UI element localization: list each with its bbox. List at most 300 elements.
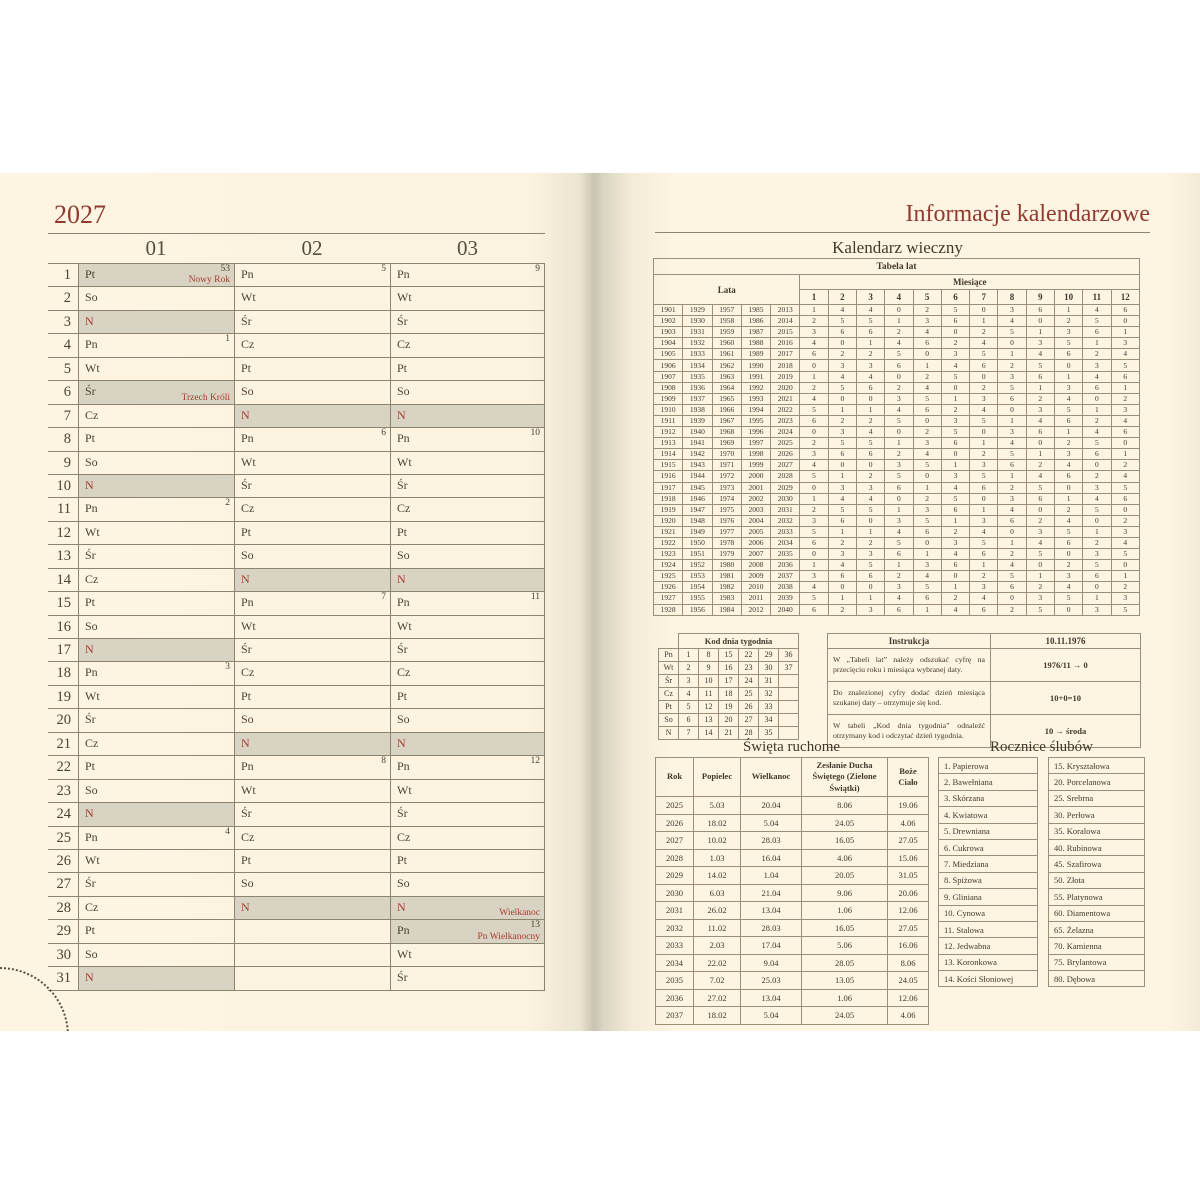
weekday-label: Cz [241, 665, 255, 680]
calendar-cell [390, 850, 545, 873]
calendar-cell [78, 405, 234, 428]
weekday-label: So [85, 290, 98, 305]
code-cell: 6 [828, 449, 856, 460]
calendar-cell [78, 920, 234, 943]
anniversary-row [939, 807, 1038, 823]
calendar-day-number: 31 [48, 967, 78, 990]
holiday-note: Nowy Rok [188, 275, 230, 286]
weekday-label: Pt [397, 852, 408, 867]
year-cell: 1967 [712, 415, 741, 426]
weekday-label: N [85, 642, 94, 656]
feast-column-header: Boże Ciało [888, 758, 929, 797]
feast-row [656, 937, 929, 955]
feast-cell: 18.02 [694, 1007, 741, 1025]
code-cell: 3 [998, 305, 1026, 316]
year-cell: 1982 [712, 582, 741, 593]
code-number [779, 675, 799, 688]
year-cell: 1954 [683, 582, 712, 593]
code-cell: 1 [1026, 327, 1054, 338]
code-cell: 3 [1054, 449, 1082, 460]
feast-cell: 5.04 [741, 814, 802, 832]
year-cell: 2008 [741, 560, 770, 571]
code-cell: 3 [1083, 549, 1111, 560]
weekday-label: Wt [85, 688, 100, 703]
code-cell: 5 [970, 349, 998, 360]
code-cell: 3 [1083, 482, 1111, 493]
weekday-label: Śr [397, 477, 408, 492]
year-cell: 1948 [683, 515, 712, 526]
code-cell: 1 [1026, 382, 1054, 393]
code-cell: 3 [941, 471, 969, 482]
instructions-table [827, 633, 1141, 748]
week-number: 12 [530, 756, 540, 767]
code-cell: 2 [1026, 515, 1054, 526]
year-cell: 1958 [712, 316, 741, 327]
year-cell: 1911 [654, 415, 683, 426]
code-cell: 5 [970, 471, 998, 482]
calendar-cell [390, 873, 545, 896]
diary-spread [0, 173, 1200, 1031]
code-cell: 3 [970, 515, 998, 526]
year-cell: 2011 [741, 593, 770, 604]
year-cell: 1972 [712, 471, 741, 482]
calendar-cell [390, 569, 545, 592]
feast-cell: 2035 [656, 972, 694, 990]
calendar-day-number: 1 [48, 264, 78, 287]
feast-cell: 2025 [656, 797, 694, 815]
code-number: 10 [699, 675, 719, 688]
calendar-cell [78, 522, 234, 545]
calendar-cell [390, 897, 545, 920]
calendar-grid [48, 263, 545, 991]
perpetual-row [654, 526, 1140, 537]
weekday-label: So [85, 946, 98, 961]
perpetual-row [654, 493, 1140, 504]
anniversary-cell: 10. Cynowa [939, 905, 1038, 921]
code-cell: 1 [998, 349, 1026, 360]
code-cell: 3 [1111, 593, 1140, 604]
code-cell: 3 [1083, 604, 1111, 615]
code-number: 31 [759, 675, 779, 688]
perpetual-row [654, 305, 1140, 316]
perpetual-row [654, 449, 1140, 460]
feast-cell: 9.06 [802, 884, 888, 902]
year-cell: 1942 [683, 449, 712, 460]
calendar-day-number: 27 [48, 873, 78, 896]
code-cell: 2 [1054, 560, 1082, 571]
year-cell: 2006 [741, 537, 770, 548]
calendar-cell [234, 827, 390, 850]
code-cell: 1 [913, 549, 941, 560]
calendar-cell [78, 592, 234, 615]
calendar-cell [78, 827, 234, 850]
feast-cell: 4.06 [888, 1007, 929, 1025]
movable-feasts-body [656, 797, 929, 1025]
year-cell: 2021 [771, 393, 800, 404]
code-number [779, 714, 799, 727]
anniversary-row [1049, 758, 1145, 774]
calendar-cell [234, 897, 390, 920]
code-cell: 4 [828, 493, 856, 504]
month-number: 3 [856, 290, 884, 305]
calendar-day-number: 22 [48, 756, 78, 779]
anniversary-cell: 6. Cukrowa [939, 839, 1038, 855]
feast-cell: 16.05 [802, 919, 888, 937]
year-cell: 1961 [712, 349, 741, 360]
code-number: 26 [739, 701, 759, 714]
year-cell: 2014 [771, 316, 800, 327]
calendar-cell [390, 358, 545, 381]
code-cell: 2 [913, 493, 941, 504]
anniversary-row [1049, 938, 1145, 954]
feast-cell: 2028 [656, 849, 694, 867]
year-cell: 1974 [712, 493, 741, 504]
code-cell: 1 [1083, 338, 1111, 349]
calendar-cell [234, 944, 390, 967]
feast-row [656, 902, 929, 920]
calendar-cell [78, 897, 234, 920]
code-cell: 5 [998, 327, 1026, 338]
instruction-value: 10+0=10 [991, 682, 1141, 715]
instruction-row [828, 649, 1141, 682]
year-cell: 1930 [683, 316, 712, 327]
weekday-label: Śr [85, 712, 96, 727]
code-cell: 0 [1111, 438, 1140, 449]
calendar-cell [234, 639, 390, 662]
code-cell: 5 [941, 371, 969, 382]
code-cell: 2 [1111, 582, 1140, 593]
code-cell: 1 [941, 515, 969, 526]
code-cell: 4 [800, 582, 828, 593]
year-cell: 1994 [741, 404, 770, 415]
feast-cell: 27.02 [694, 989, 741, 1007]
code-cell: 4 [1111, 415, 1140, 426]
code-number: 5 [679, 701, 699, 714]
code-number: 20 [719, 714, 739, 727]
code-cell: 6 [800, 349, 828, 360]
day-label: N [659, 727, 679, 740]
code-cell: 5 [1111, 482, 1140, 493]
year-cell: 2029 [771, 482, 800, 493]
year-cell: 1983 [712, 593, 741, 604]
code-number: 25 [739, 688, 759, 701]
weekday-label: So [85, 618, 98, 633]
code-cell: 3 [970, 460, 998, 471]
calendar-cell [234, 873, 390, 896]
anniversary-cell: 9. Gliniana [939, 889, 1038, 905]
weekday-label: Śr [397, 313, 408, 328]
calendar-cell [234, 405, 390, 428]
code-cell: 0 [998, 526, 1026, 537]
weekday-label: Wt [85, 524, 100, 539]
code-cell: 6 [885, 360, 913, 371]
left-page [0, 173, 595, 1031]
calendar-day-number: 5 [48, 358, 78, 381]
feast-cell: 12.06 [888, 989, 929, 1007]
code-cell: 0 [1026, 438, 1054, 449]
code-cell: 2 [941, 404, 969, 415]
feast-row [656, 797, 929, 815]
code-cell: 2 [1026, 460, 1054, 471]
calendar-cell [390, 686, 545, 709]
weekday-label: N [241, 571, 250, 586]
code-cell: 4 [1083, 371, 1111, 382]
code-number: 2 [679, 662, 699, 675]
code-cell: 3 [1111, 338, 1140, 349]
code-cell: 0 [1111, 560, 1140, 571]
instruction-text: Do znalezionej cyfry dodać dzień miesiąca szukanej daty – otrzymuje się kod. [828, 682, 991, 715]
code-cell: 1 [856, 404, 884, 415]
code-cell: 1 [970, 438, 998, 449]
code-cell: 3 [828, 549, 856, 560]
code-cell: 6 [828, 327, 856, 338]
calendar-cell [234, 264, 390, 287]
right-page [595, 173, 1200, 1031]
calendar-cell [78, 287, 234, 310]
code-cell: 1 [828, 526, 856, 537]
code-cell: 0 [1054, 482, 1082, 493]
code-cell: 5 [913, 582, 941, 593]
feast-cell: 4.06 [888, 814, 929, 832]
calendar-cell [234, 381, 390, 404]
weekday-label: N [241, 735, 250, 750]
code-cell: 6 [913, 404, 941, 415]
code-cell: 5 [1054, 593, 1082, 604]
code-cell: 6 [800, 537, 828, 548]
feast-cell: 2037 [656, 1007, 694, 1025]
feast-cell: 5.04 [741, 1007, 802, 1025]
feast-cell: 4.06 [802, 849, 888, 867]
perpetual-calendar-title: Kalendarz wieczny [832, 238, 963, 257]
year-cell: 2005 [741, 526, 770, 537]
code-cell: 4 [800, 460, 828, 471]
week-number: 6 [381, 428, 386, 439]
code-cell: 3 [913, 504, 941, 515]
code-cell: 0 [1083, 582, 1111, 593]
year-cell: 1946 [683, 493, 712, 504]
code-cell: 1 [970, 560, 998, 571]
year-cell: 1979 [712, 549, 741, 560]
week-number: 5 [381, 264, 386, 274]
weekday-label: Pn [241, 431, 254, 446]
anniversary-row [1049, 839, 1145, 855]
week-number: 10 [530, 428, 540, 439]
calendar-day-number: 21 [48, 733, 78, 756]
code-cell: 3 [828, 427, 856, 438]
code-cell: 4 [828, 560, 856, 571]
code-cell: 2 [800, 382, 828, 393]
weekday-label: So [397, 712, 410, 727]
code-number: 37 [779, 662, 799, 675]
weekday-label: Wt [397, 454, 412, 469]
feast-cell: 26.02 [694, 902, 741, 920]
year-cell: 1991 [741, 371, 770, 382]
code-cell: 5 [941, 493, 969, 504]
week-number: 8 [381, 756, 386, 767]
code-number: 30 [759, 662, 779, 675]
code-cell: 4 [913, 449, 941, 460]
code-cell: 3 [800, 515, 828, 526]
code-cell: 5 [828, 504, 856, 515]
calendar-cell [390, 920, 545, 943]
anniversary-row [1049, 954, 1145, 970]
code-cell: 0 [913, 471, 941, 482]
weekday-label: Pn [397, 267, 410, 281]
calendar-cell [390, 592, 545, 615]
day-label: Pn [659, 649, 679, 662]
months-label: Miesiące [800, 275, 1140, 290]
calendar-day-number: 30 [48, 944, 78, 967]
code-cell: 3 [941, 415, 969, 426]
year-cell: 1937 [683, 393, 712, 404]
anniversary-cell: 65. Żelazna [1049, 921, 1145, 937]
year-cell: 2032 [771, 515, 800, 526]
code-cell: 5 [828, 438, 856, 449]
anniversary-row [939, 758, 1038, 774]
code-cell: 5 [1111, 549, 1140, 560]
code-cell: 2 [885, 449, 913, 460]
weekday-label: Pt [241, 852, 252, 867]
code-cell: 0 [1111, 504, 1140, 515]
code-cell: 6 [913, 593, 941, 604]
code-cell: 1 [1054, 371, 1082, 382]
code-cell: 3 [1026, 593, 1054, 604]
code-cell: 2 [970, 382, 998, 393]
code-cell: 5 [885, 471, 913, 482]
feast-cell: 7.02 [694, 972, 741, 990]
perpetual-row [654, 349, 1140, 360]
year-cell: 1990 [741, 360, 770, 371]
year-cell: 1929 [683, 305, 712, 316]
year-cell: 2040 [771, 604, 800, 615]
weekday-label: Cz [241, 337, 255, 352]
code-cell: 0 [1111, 316, 1140, 327]
calendar-cell [78, 428, 234, 451]
code-cell: 0 [941, 449, 969, 460]
code-cell: 2 [998, 482, 1026, 493]
calendar-cell [78, 967, 234, 990]
code-cell: 4 [941, 549, 969, 560]
day-label: Pt [659, 701, 679, 714]
calendar-cell [234, 428, 390, 451]
calendar-cell [78, 686, 234, 709]
code-cell: 2 [970, 449, 998, 460]
code-cell: 5 [941, 427, 969, 438]
weekday-label: Pn [397, 431, 410, 446]
month-number: 10 [1054, 290, 1082, 305]
anniversary-cell: 35. Koralowa [1049, 823, 1145, 839]
weekday-label: So [85, 782, 98, 797]
feast-cell: 12.06 [888, 902, 929, 920]
feast-cell: 27.05 [888, 832, 929, 850]
year-cell: 1986 [741, 316, 770, 327]
anniversary-row [939, 938, 1038, 954]
code-cell: 0 [941, 327, 969, 338]
feast-cell: 9.04 [741, 954, 802, 972]
perpetual-row [654, 371, 1140, 382]
code-cell: 0 [998, 593, 1026, 604]
code-cell: 6 [856, 571, 884, 582]
code-cell: 6 [998, 582, 1026, 593]
code-cell: 2 [828, 537, 856, 548]
weekday-label: Pn [85, 501, 98, 516]
calendar-cell [78, 616, 234, 639]
weekday-label: So [241, 384, 254, 399]
anniversary-cell: 4. Kwiatowa [939, 807, 1038, 823]
month-header-01: 01 [145, 236, 167, 260]
code-cell: 3 [828, 360, 856, 371]
code-cell: 5 [1026, 604, 1054, 615]
code-cell: 3 [970, 393, 998, 404]
calendar-day-number: 11 [48, 498, 78, 521]
year-cell: 2037 [771, 571, 800, 582]
year-cell: 2010 [741, 582, 770, 593]
year-cell: 1927 [654, 593, 683, 604]
code-cell: 6 [1026, 493, 1054, 504]
calendar-cell [234, 334, 390, 357]
code-number: 21 [719, 727, 739, 740]
code-cell: 1 [1111, 571, 1140, 582]
day-label: So [659, 714, 679, 727]
code-cell: 1 [856, 526, 884, 537]
code-cell: 0 [800, 427, 828, 438]
code-cell: 4 [941, 604, 969, 615]
feast-row [656, 884, 929, 902]
code-cell: 2 [1111, 393, 1140, 404]
code-number: 29 [759, 649, 779, 662]
code-cell: 0 [885, 305, 913, 316]
year-cell: 1978 [712, 537, 741, 548]
day-code-row [659, 701, 799, 714]
code-cell: 6 [941, 316, 969, 327]
code-cell: 6 [1111, 493, 1140, 504]
code-cell: 2 [800, 438, 828, 449]
code-cell: 0 [800, 360, 828, 371]
calendar-day-number: 6 [48, 381, 78, 404]
code-cell: 0 [941, 571, 969, 582]
feast-cell: 13.05 [802, 972, 888, 990]
code-cell: 6 [913, 526, 941, 537]
code-cell: 1 [998, 415, 1026, 426]
code-cell: 5 [885, 537, 913, 548]
feast-cell: 28.03 [741, 832, 802, 850]
weekday-label: N [397, 407, 406, 422]
code-cell: 5 [1111, 604, 1140, 615]
year-cell: 1949 [683, 526, 712, 537]
calendar-cell [390, 522, 545, 545]
code-cell: 2 [1111, 460, 1140, 471]
year-cell: 1997 [741, 438, 770, 449]
year-cell: 2035 [771, 549, 800, 560]
code-cell: 4 [913, 571, 941, 582]
weekday-label: Pn [241, 267, 254, 281]
year-cell: 1923 [654, 549, 683, 560]
year-cell: 2036 [771, 560, 800, 571]
weekday-label: Wt [241, 618, 256, 633]
code-cell: 5 [856, 560, 884, 571]
week-number: 53 [220, 264, 230, 274]
year-cell: 1947 [683, 504, 712, 515]
code-cell: 4 [1054, 460, 1082, 471]
weekday-label: Wt [241, 454, 256, 469]
week-number: 4 [225, 826, 230, 837]
code-cell: 6 [856, 327, 884, 338]
anniversary-cell: 2. Bawełniana [939, 774, 1038, 790]
code-cell: 3 [1026, 404, 1054, 415]
code-cell: 0 [856, 582, 884, 593]
code-cell: 6 [1054, 349, 1082, 360]
calendar-cell [234, 967, 390, 990]
